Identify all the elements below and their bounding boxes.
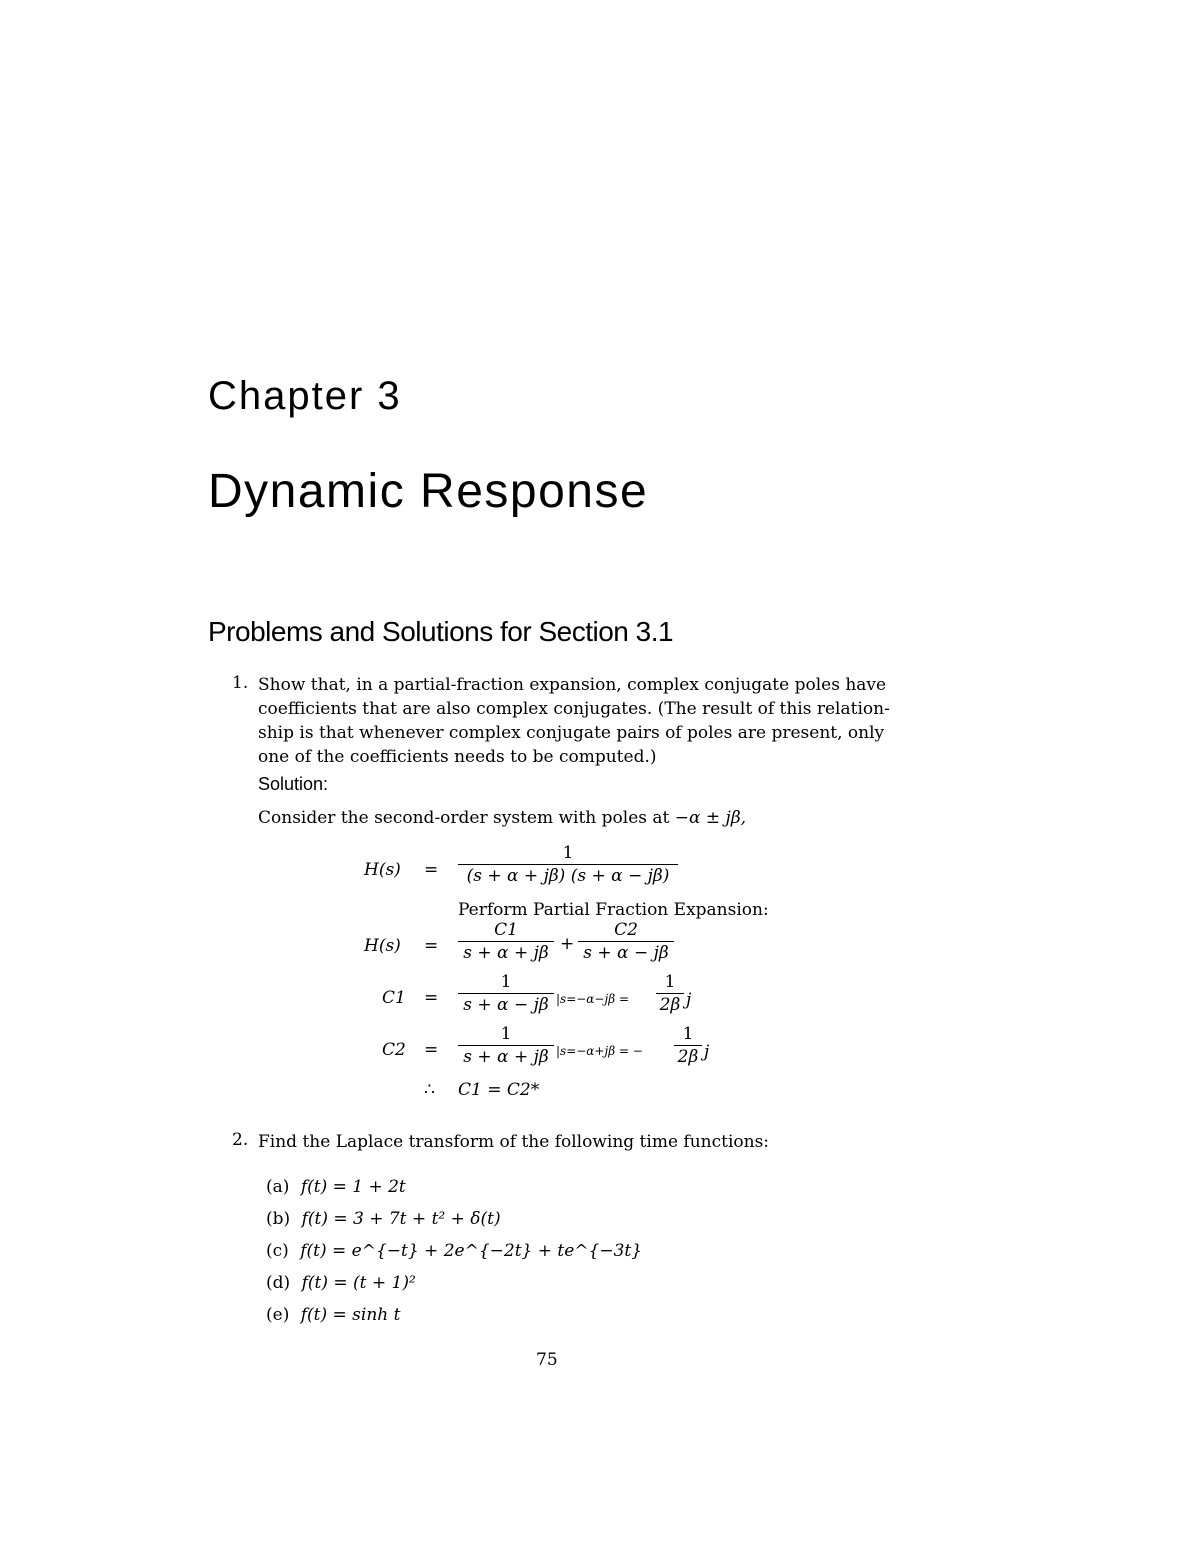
eq4-equals: = xyxy=(424,1040,439,1060)
poles-expression: −α ± jβ, xyxy=(674,808,747,828)
eq4-fraction xyxy=(458,1024,554,1067)
part-e xyxy=(266,1303,642,1335)
part-expression: f(t) = sinh t xyxy=(300,1305,401,1325)
eq2-equals: = xyxy=(424,936,439,956)
eq3-evaluation: |s=−α−jβ = xyxy=(556,992,629,1006)
problem-2-number: 2. xyxy=(232,1130,249,1150)
solution-label: Solution: xyxy=(258,774,329,794)
part-expression: f(t) = 3 + 7t + t² + δ(t) xyxy=(301,1209,501,1229)
eq3-numerator: 1 xyxy=(500,972,512,992)
eq2-numerator-1: C1 xyxy=(494,920,518,940)
eq4-result-denominator: 2β xyxy=(677,1047,699,1067)
problem-2-text: Find the Laplace transform of the following time functions: xyxy=(258,1132,770,1152)
fraction-bar xyxy=(458,864,678,865)
pfe-text: Perform Partial Fraction Expansion: xyxy=(458,900,769,920)
fraction-bar xyxy=(458,941,554,942)
eq1-lhs: H(s) xyxy=(364,860,401,880)
consider-text: Consider the second-order system with poles at xyxy=(258,808,670,828)
part-d xyxy=(266,1271,642,1303)
eq3-result-fraction xyxy=(656,972,684,1015)
eq4-result-fraction xyxy=(674,1024,702,1067)
fraction-bar xyxy=(674,1045,702,1046)
eq1-denominator: (s + α + jβ) (s + α − jβ) xyxy=(466,866,670,886)
eq4-tail: j xyxy=(704,1042,710,1062)
eq2-denominator-2: s + α − jβ xyxy=(583,943,669,963)
conclusion: C1 = C2* xyxy=(458,1080,540,1100)
problem-1-line: ship is that whenever complex conjugate pairs of poles are present, only xyxy=(258,723,885,743)
eq3-denominator: s + α − jβ xyxy=(463,995,549,1015)
therefore-symbol: ∴ xyxy=(424,1080,435,1100)
chapter-label: Chapter 3 xyxy=(208,374,402,418)
section-title: Problems and Solutions for Section 3.1 xyxy=(208,616,674,647)
eq3-tail: j xyxy=(686,990,692,1010)
eq3-equals: = xyxy=(424,988,439,1008)
part-label: (c) xyxy=(266,1241,289,1261)
eq4-result-numerator: 1 xyxy=(682,1024,694,1044)
page-number: 75 xyxy=(536,1350,558,1370)
fraction-bar xyxy=(656,993,684,994)
eq4-numerator: 1 xyxy=(500,1024,512,1044)
part-label: (b) xyxy=(266,1209,291,1229)
fraction-bar xyxy=(458,993,554,994)
part-label: (a) xyxy=(266,1177,290,1197)
eq3-result-numerator: 1 xyxy=(664,972,676,992)
eq1-fraction xyxy=(458,843,678,886)
part-expression: f(t) = e^{−t} + 2e^{−2t} + te^{−3t} xyxy=(300,1241,643,1261)
part-a xyxy=(266,1175,642,1207)
part-label: (d) xyxy=(266,1273,291,1293)
part-expression: f(t) = 1 + 2t xyxy=(300,1177,406,1197)
part-c xyxy=(266,1239,642,1271)
eq2-denominator-1: s + α + jβ xyxy=(463,943,549,963)
part-label: (e) xyxy=(266,1305,290,1325)
fraction-bar xyxy=(458,1045,554,1046)
eq2-numerator-2: C2 xyxy=(614,920,638,940)
problem-1-line: coefficients that are also complex conjugates. (The result of this relation- xyxy=(258,699,890,719)
eq4-lhs: C2 xyxy=(382,1040,406,1060)
eq3-result-denominator: 2β xyxy=(659,995,681,1015)
eq4-evaluation: |s=−α+jβ = − xyxy=(556,1044,643,1058)
problem-2-parts xyxy=(266,1175,642,1335)
eq1-numerator: 1 xyxy=(562,843,574,863)
part-expression: f(t) = (t + 1)² xyxy=(301,1273,416,1293)
eq2-lhs: H(s) xyxy=(364,936,401,956)
chapter-title: Dynamic Response xyxy=(208,465,649,518)
eq1-equals: = xyxy=(424,860,439,880)
eq3-lhs: C1 xyxy=(382,988,406,1008)
problem-1-number: 1. xyxy=(232,673,249,693)
fraction-bar xyxy=(578,941,674,942)
eq4-denominator: s + α + jβ xyxy=(463,1047,549,1067)
part-b xyxy=(266,1207,642,1239)
problem-1-line: Show that, in a partial-fraction expansion, complex conjugate poles have xyxy=(258,675,887,695)
consider-line xyxy=(258,806,746,830)
plus-sign: + xyxy=(560,934,575,954)
eq2-fraction-1 xyxy=(458,920,554,963)
eq3-fraction xyxy=(458,972,554,1015)
problem-1-line: one of the coefficients needs to be computed.) xyxy=(258,747,657,767)
eq2-fraction-2 xyxy=(578,920,674,963)
problem-1-text xyxy=(258,673,890,769)
